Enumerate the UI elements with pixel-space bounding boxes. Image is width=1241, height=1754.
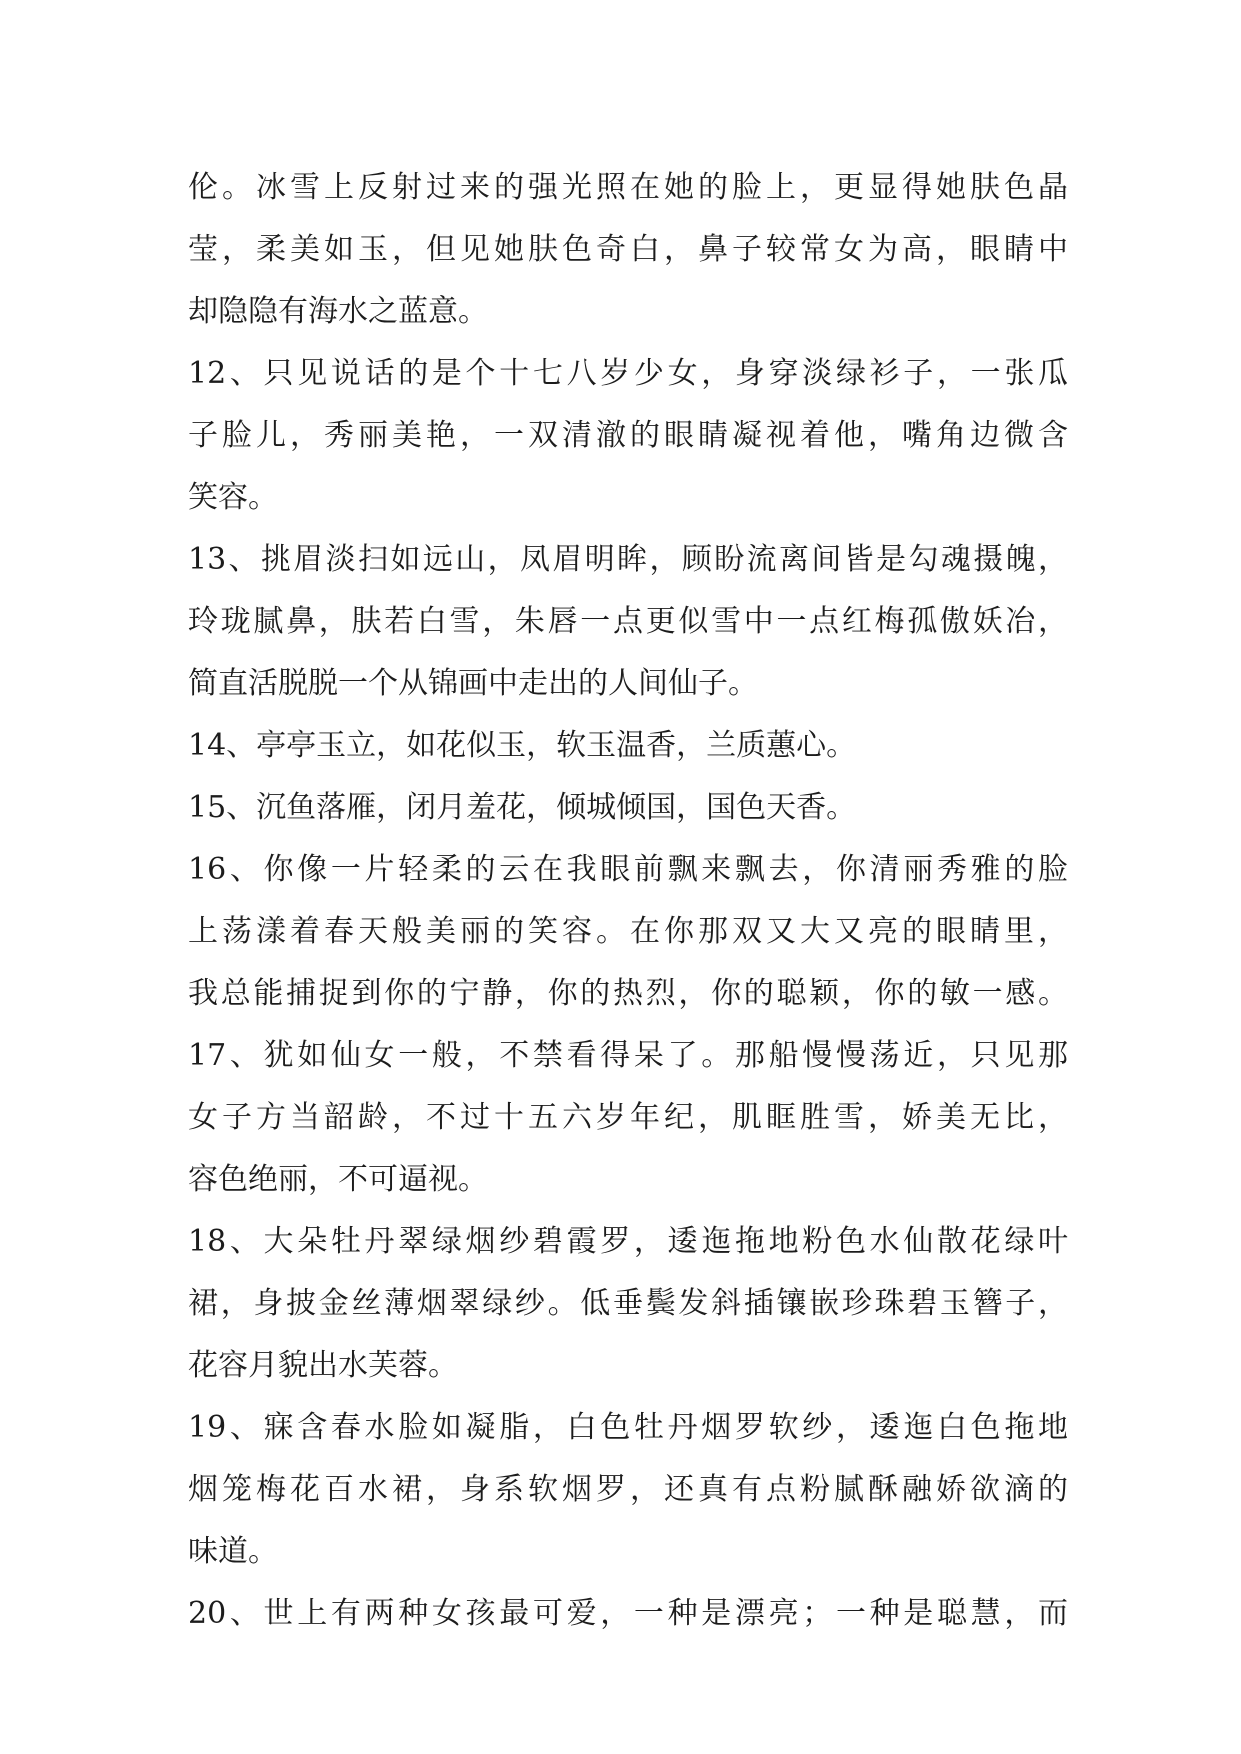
text-line: 伦。冰雪上反射过来的强光照在她的脸上，更显得她肤色晶 xyxy=(188,170,1068,205)
text-line: 19、寐含春水脸如凝脂，白色牡丹烟罗软纱，逶迤白色拖地 xyxy=(188,1410,1068,1445)
text-line: 玲珑腻鼻，肤若白雪，朱唇一点更似雪中一点红梅孤傲妖冶， xyxy=(188,604,1068,639)
text-line: 味道。 xyxy=(188,1534,278,1569)
text-line: 花容月貌出水芙蓉。 xyxy=(188,1348,458,1383)
text-line: 18、大朵牡丹翠绿烟纱碧霞罗，逶迤拖地粉色水仙散花绿叶 xyxy=(188,1224,1068,1259)
text-line: 烟笼梅花百水裙，身系软烟罗，还真有点粉腻酥融娇欲滴的 xyxy=(188,1472,1068,1507)
text-line: 我总能捕捉到你的宁静，你的热烈，你的聪颖，你的敏一感。 xyxy=(188,976,1068,1011)
text-line: 16、你像一片轻柔的云在我眼前飘来飘去，你清丽秀雅的脸 xyxy=(188,852,1068,887)
text-line: 裙，身披金丝薄烟翠绿纱。低垂鬓发斜插镶嵌珍珠碧玉簪子， xyxy=(188,1286,1068,1321)
text-line: 却隐隐有海水之蓝意。 xyxy=(188,294,488,329)
text-line: 17、犹如仙女一般，不禁看得呆了。那船慢慢荡近，只见那 xyxy=(188,1038,1068,1073)
text-line: 12、只见说话的是个十七八岁少女，身穿淡绿衫子，一张瓜 xyxy=(188,356,1068,391)
text-line: 子脸儿，秀丽美艳，一双清澈的眼睛凝视着他，嘴角边微含 xyxy=(188,418,1068,453)
text-line: 上荡漾着春天般美丽的笑容。在你那双又大又亮的眼睛里， xyxy=(188,914,1068,949)
document-body xyxy=(188,157,1068,1645)
text-line: 13、挑眉淡扫如远山，凤眉明眸，顾盼流离间皆是勾魂摄魄， xyxy=(188,542,1068,577)
text-line: 莹，柔美如玉，但见她肤色奇白，鼻子较常女为高，眼睛中 xyxy=(188,232,1068,267)
text-line: 20、世上有两种女孩最可爱，一种是漂亮；一种是聪慧，而 xyxy=(188,1596,1068,1631)
text-line: 笑容。 xyxy=(188,480,278,515)
text-line: 容色绝丽，不可逼视。 xyxy=(188,1162,488,1197)
text-line: 女子方当韶龄，不过十五六岁年纪，肌眶胜雪，娇美无比， xyxy=(188,1100,1068,1135)
text-line: 简直活脱脱一个从锦画中走出的人间仙子。 xyxy=(188,666,758,701)
text-line: 15、沉鱼落雁，闭月羞花，倾城倾国，国色天香。 xyxy=(188,790,857,825)
text-line: 14、亭亭玉立，如花似玉，软玉温香，兰质蕙心。 xyxy=(188,728,857,763)
